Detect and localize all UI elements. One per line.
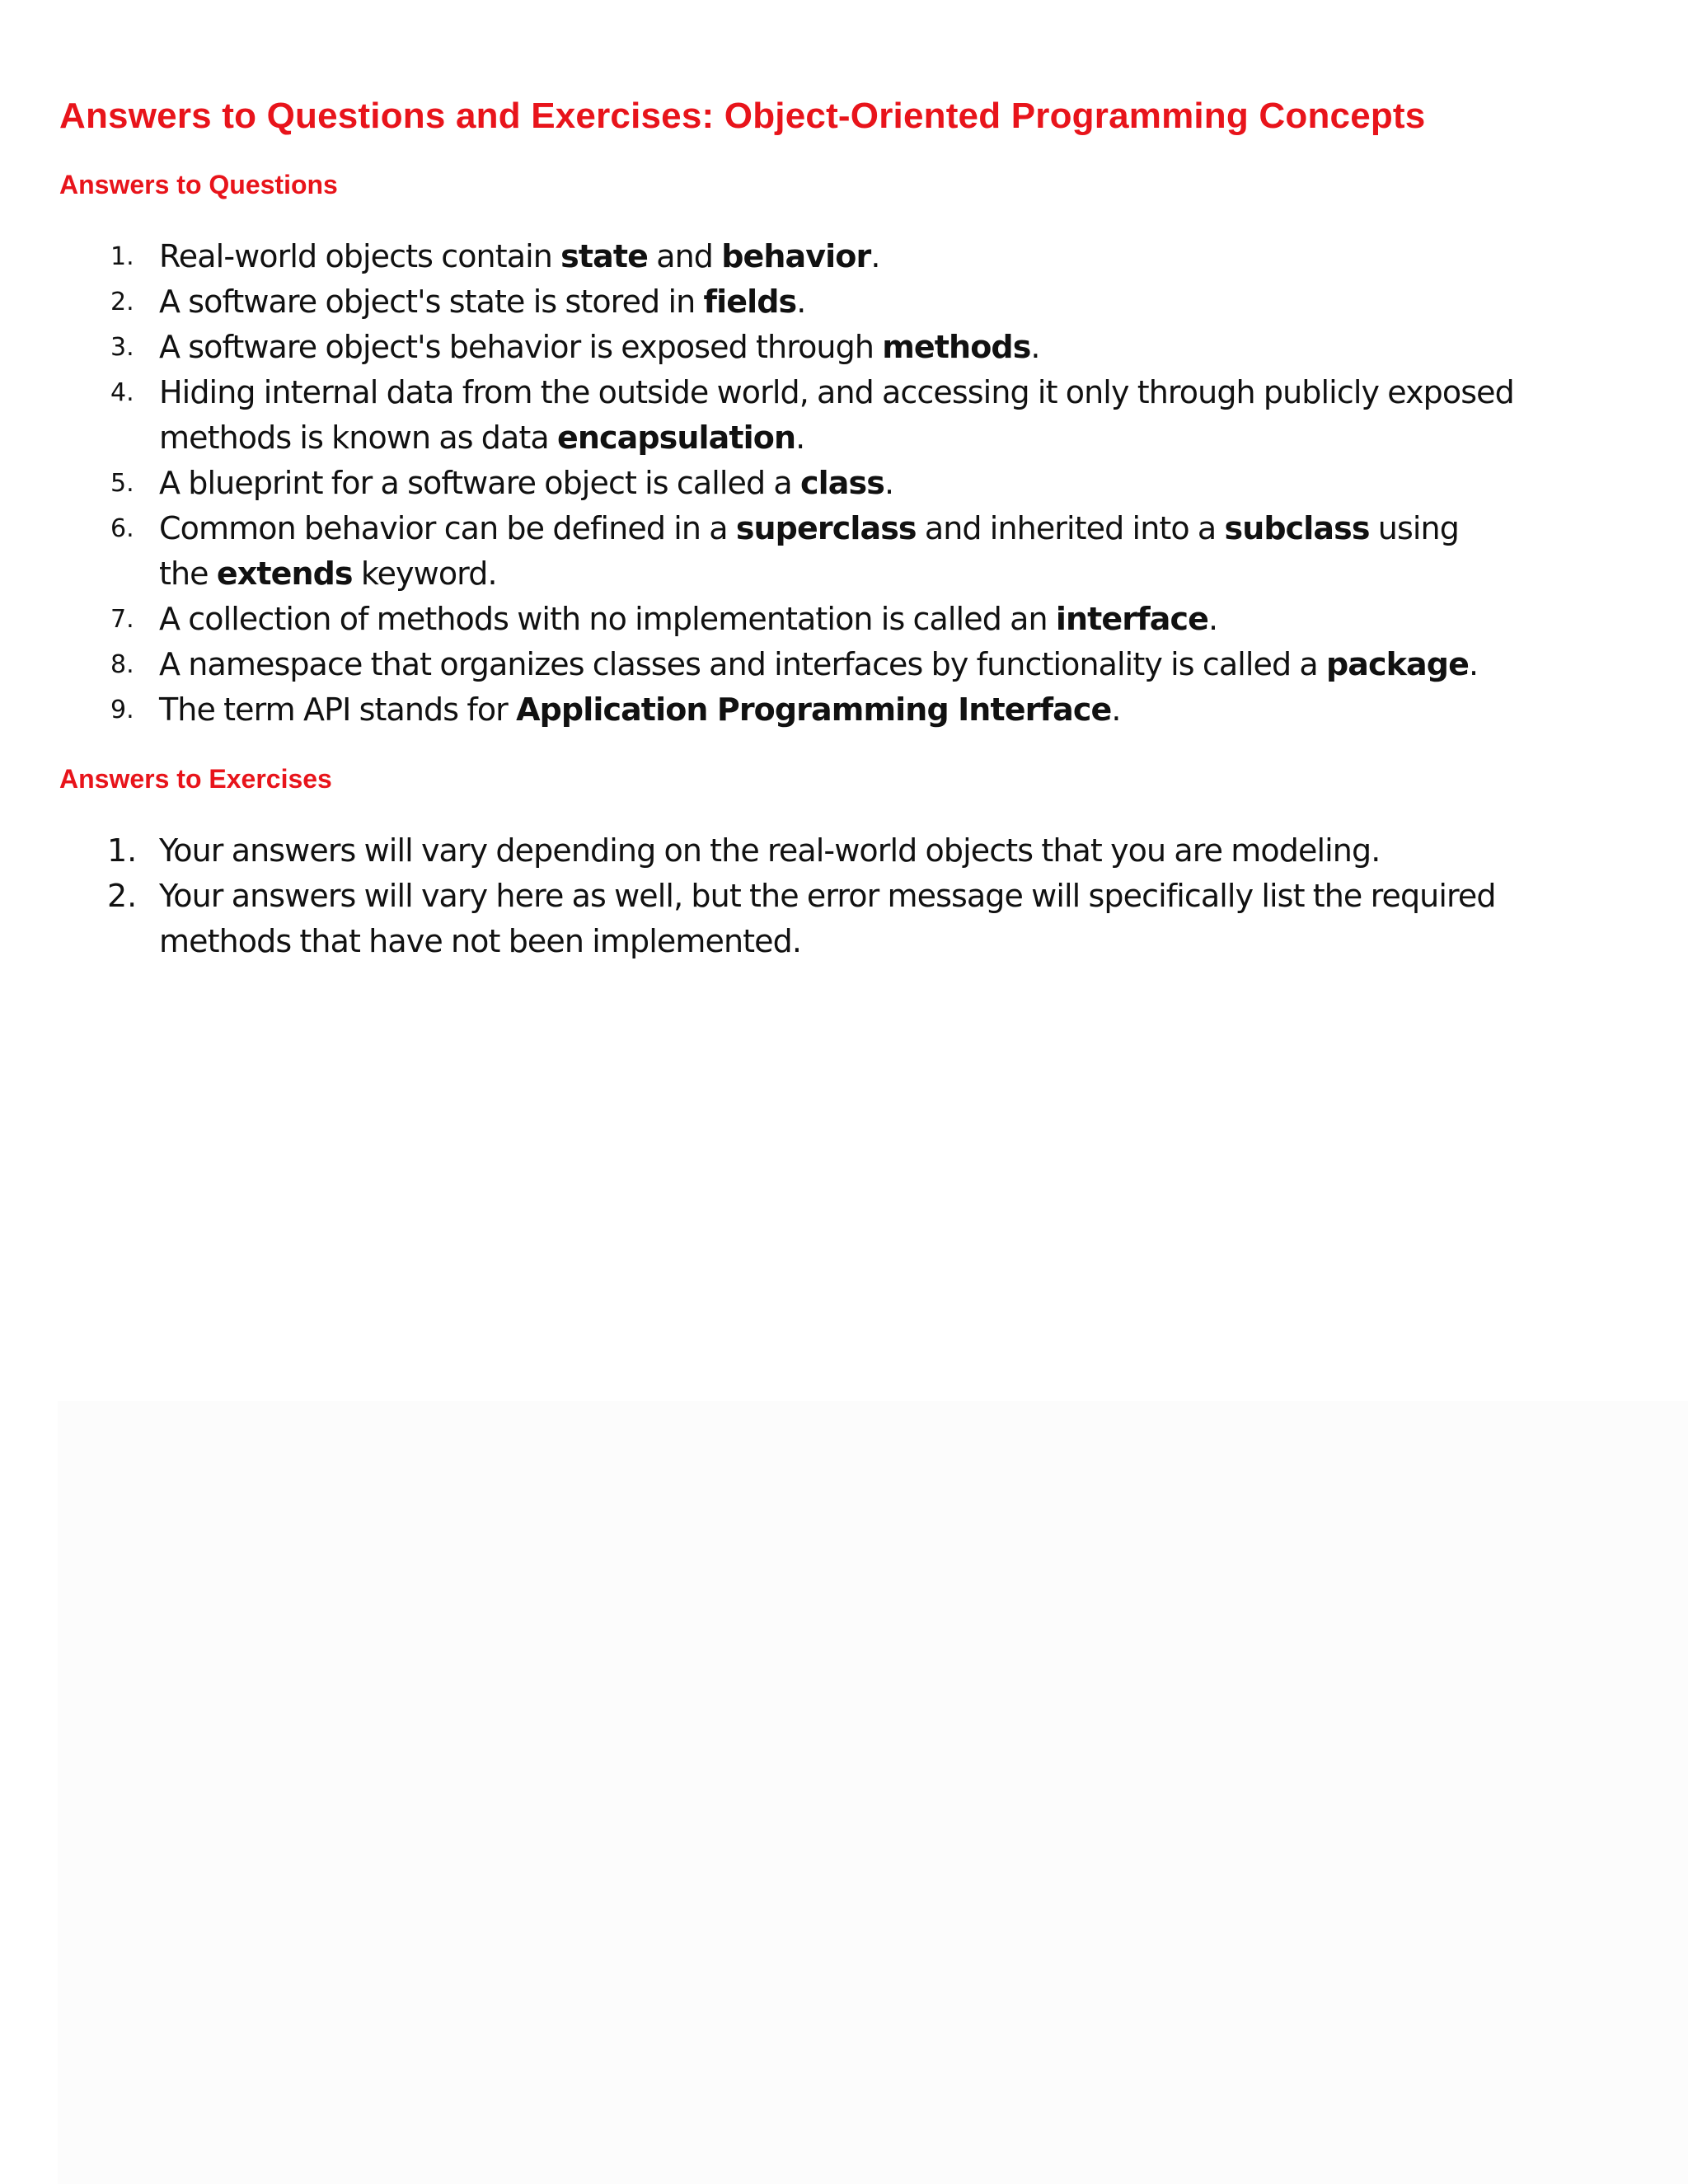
bold-term: Application Programming Interface	[516, 691, 1112, 728]
text-run: A software object's behavior is exposed through	[159, 329, 883, 365]
list-item	[59, 642, 1625, 687]
bold-term: interface	[1055, 601, 1208, 637]
list-item-number: 1.	[107, 832, 138, 869]
text-run: using	[1369, 510, 1459, 546]
text-run: .	[1111, 691, 1121, 728]
text-run: Your answers will vary here as well, but the error message will specifically list the required methods that have not been implemented.	[159, 878, 1496, 959]
text-run: A software object's state is stored in	[159, 284, 704, 320]
list-item-number: 5.	[110, 469, 134, 498]
text-run: .	[870, 238, 880, 274]
bold-term: package	[1325, 646, 1469, 682]
text-run: .	[1468, 646, 1479, 682]
text-run: Real-world objects contain	[159, 238, 561, 274]
text-run: and	[648, 238, 722, 274]
bold-term: extends	[216, 555, 353, 592]
questions-list	[59, 234, 1625, 733]
text-run: A blueprint for a software object is called a	[159, 465, 800, 501]
text-run: .	[1030, 329, 1040, 365]
bold-term: behavior	[721, 238, 871, 274]
page-title: Answers to Questions and Exercises: Object-Oriented Programming Concepts	[59, 96, 1426, 136]
list-item-number: 1.	[110, 242, 134, 271]
text-run: .	[796, 284, 806, 320]
list-item-number: 7.	[110, 605, 134, 634]
bold-term: subclass	[1224, 510, 1370, 546]
list-item-number: 6.	[110, 514, 134, 543]
exercises-list	[59, 828, 1625, 964]
list-item-number: 9.	[110, 696, 134, 724]
document-content	[59, 92, 1625, 964]
text-run: A namespace that organizes classes and interfaces by functionality is called a	[159, 646, 1326, 682]
page-shade	[58, 1401, 1688, 2184]
list-item	[59, 370, 1625, 461]
list-item	[59, 506, 1625, 597]
list-item-number: 2.	[110, 288, 134, 316]
list-item	[59, 828, 1625, 874]
bold-term: fields	[703, 284, 797, 320]
text-run: the	[159, 555, 217, 592]
text-run: .	[1207, 601, 1218, 637]
list-item-number: 8.	[110, 650, 134, 679]
bold-term: methods	[882, 329, 1031, 365]
bold-term: class	[800, 465, 884, 501]
text-run: and inherited into a	[916, 510, 1225, 546]
text-run: The term API stands for	[159, 691, 517, 728]
list-item	[59, 874, 1625, 964]
list-item-number: 3.	[110, 333, 134, 362]
list-item	[59, 597, 1625, 642]
list-item-number: 4.	[110, 378, 134, 407]
questions-heading: Answers to Questions	[59, 170, 338, 199]
exercises-heading: Answers to Exercises	[59, 764, 332, 794]
text-run: A collection of methods with no implementation is called an	[159, 601, 1056, 637]
list-item	[59, 461, 1625, 506]
list-item	[59, 687, 1625, 733]
text-run: .	[795, 419, 805, 456]
text-run: .	[884, 465, 894, 501]
list-item-number: 2.	[107, 878, 138, 914]
bold-term: superclass	[735, 510, 917, 546]
bold-term: state	[560, 238, 649, 274]
text-run: Common behavior can be defined in a	[159, 510, 736, 546]
list-item	[59, 279, 1625, 325]
text-run: Hiding internal data from the outside world, and accessing it only through publicly exposed methods is known as data	[159, 374, 1514, 456]
text-run: keyword.	[352, 555, 497, 592]
list-item	[59, 325, 1625, 370]
bold-term: encapsulation	[556, 419, 796, 456]
text-run: Your answers will vary depending on the real-world objects that you are modeling.	[159, 832, 1381, 869]
list-item	[59, 234, 1625, 279]
